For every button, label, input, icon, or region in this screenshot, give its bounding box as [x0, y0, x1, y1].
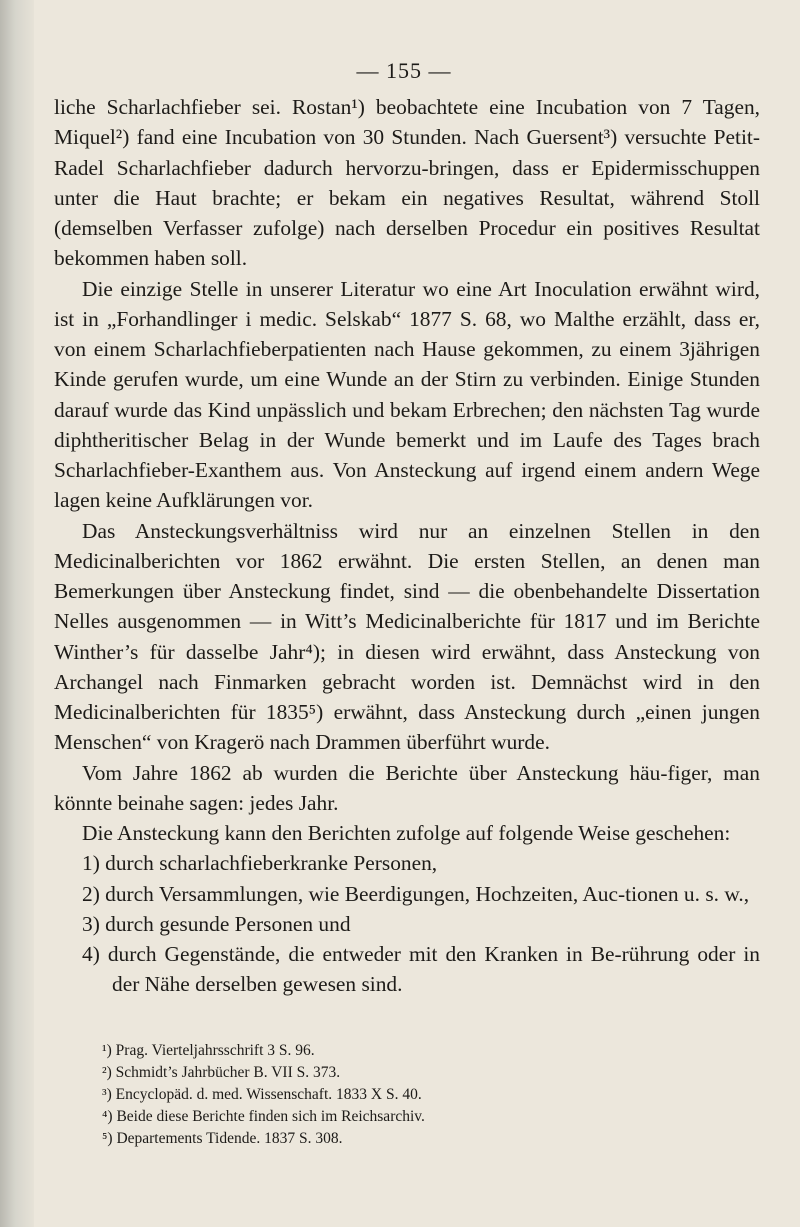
footnote-5: ⁵) Departements Tidende. 1837 S. 308.: [102, 1130, 343, 1147]
list-item-2: 2) durch Versammlungen, wie Beerdigungen, Hochzeiten, Auc-tionen u. s. w.,: [82, 881, 750, 906]
book-page: [46, 0, 762, 1227]
page-number: — 155 —: [356, 58, 452, 83]
paragraph-4: Vom Jahre 1862 ab wurden die Berichte über Ansteckung häu-figer, man könnte beinahe sagen: jedes Jahr.: [54, 760, 760, 815]
paragraph-3: Das Ansteckungsverhältniss wird nur an einzelnen Stellen in den Medicinalberichten vor 1862 erwähnt. Die ersten Stellen, an denen man Bemerkungen über Ansteckung findet, sind — die obenbehandelte Dissertation Nelles ausgenommen — in Witt’s Medicinalberichte für 1817 und im Berichte Winther’s für dasselbe Jahr⁴); in diesen wird erwähnt, dass Ansteckung von Archangel nach Finmarken gebracht worden ist. Demnächst wird in den Medicinalberichten für 1835⁵) erwähnt, dass Ansteckung durch „einen jungen Menschen“ von Kragerö nach Drammen überführt wurde.: [54, 518, 760, 755]
transmission-list: [54, 848, 760, 999]
paragraph-1: liche Scharlachfieber sei. Rostan¹) beobachtete eine Incubation von 7 Tagen, Miquel²) fand eine Incubation von 30 Stunden. Nach Guersent³) versuchte Petit-Radel Scharlachfieber dadurch hervorzu-bringen, dass er Epidermisschuppen unter die Haut brachte; er bekam ein negatives Resultat, während Stoll (demselben Verfasser zufolge) nach derselben Procedur ein positives Resultat bekommen haben soll.: [54, 95, 760, 271]
list-item-3: 3) durch gesunde Personen und: [82, 911, 351, 936]
paragraph-2: Die einzige Stelle in unserer Literatur wo eine Art Inoculation erwähnt wird, ist in „Forhandlinger i medic. Selskab“ 1877 S. 68, wo Malthe erzählt, dass er, von einem Scharlachfieberpatienten nach Hause gekommen, zu einem 3jährigen Kinde gerufen wurde, um eine Wunde an der Stirn zu verbinden. Einige Stunden darauf wurde das Kind unpässlich und bekam Erbrechen; den nächsten Tag wurde diphtheritischer Belag in der Wunde bemerkt und im Laufe des Tages brach Scharlachfieber-Exanthem aus. Von Ansteckung auf irgend einem andern Wege lagen keine Aufklärungen vor.: [54, 276, 760, 513]
footnote-4: ⁴) Beide diese Berichte finden sich im Reichsarchiv.: [102, 1108, 425, 1125]
book-binding-shadow: [0, 0, 34, 1227]
list-item-4: 4) durch Gegenstände, die entweder mit den Kranken in Be-rührung oder in der Nähe derselben gewesen sind.: [82, 942, 760, 997]
footnote-2: ²) Schmidt’s Jahrbücher B. VII S. 373.: [102, 1064, 341, 1081]
body-text: [54, 92, 760, 1000]
list-item-1: 1) durch scharlachfieberkranke Personen,: [82, 851, 438, 876]
footnote-3: ³) Encyclopäd. d. med. Wissenschaft. 1833 X S. 40.: [102, 1086, 422, 1103]
paragraph-5: Die Ansteckung kann den Berichten zufolge auf folgende Weise geschehen:: [82, 821, 731, 845]
footnote-1: ¹) Prag. Vierteljahrsschrift 3 S. 96.: [102, 1042, 315, 1059]
footnotes: [102, 1040, 742, 1150]
